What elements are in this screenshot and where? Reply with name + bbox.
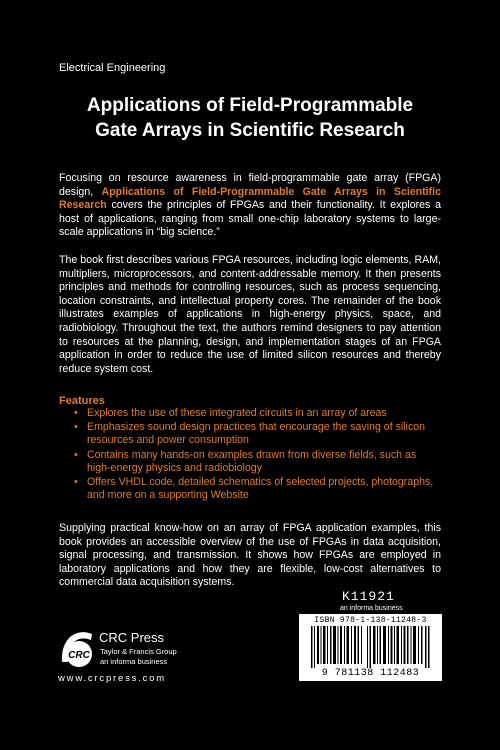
isbn-barcode [299, 614, 442, 681]
title-line-2: Gate Arrays in Scientific Research [95, 120, 405, 141]
feature-item: • Contains many hands-on examples drawn from diverse fields, such as high-energy physics and radiobiology [74, 449, 442, 475]
summary-paragraph: Supplying practical know-how on an array of FPGA application examples, this book provides an accessible overview of the use of FPGAs in data acquisition, signal processing, and transmission. It shows how FPGAs are employed in laboratory applications and how they are flexible, low-cost alternatives to commercial data acquisition systems. [59, 522, 441, 589]
features-heading: Features [59, 395, 105, 407]
feature-item: • Explores the use of these integrated circuits in an array of areas [74, 407, 442, 420]
catalog-number: K11921 [342, 589, 395, 604]
publisher-group-line-1: Taylor & Francis Group [100, 647, 177, 656]
feature-item: • Offers VHDL code, detailed schematics of selected projects, photographs, and more on a supporting Website [74, 476, 442, 502]
svg-text:CRC: CRC [68, 650, 90, 661]
features-list [74, 407, 442, 503]
crc-press-logo [58, 628, 96, 668]
publisher-group [100, 647, 177, 667]
intro-title-highlight: Applications of Field-Programmable Gate Arrays in Scientific Research [59, 185, 441, 212]
intro-text-before: Focusing on resource awareness in field-programmable gate array (FPGA) design, [59, 172, 441, 198]
intro-text-after: covers the principles of FPGAs and their functionality. It explores a host of applications, ranging from small one-chip laboratory systems to large-scale applications in “big science.” [59, 199, 441, 239]
barcode-number: 9 781138 112483 [321, 668, 420, 679]
title-line-1: Applications of Field-Programmable [86, 95, 414, 116]
intro-paragraph [59, 172, 441, 240]
category-label: Electrical Engineering [59, 62, 166, 74]
description-paragraph: The book first describes various FPGA resources, including logic elements, RAM, multipliers, microprocessors, and content-addressable memory. It then presents principles and methods for controlling resources, such as process sequencing, location constraints, and intellectual property cores. The remainder of the book illustrates examples of applications in high-energy physics, space, and radiobiology. Throughout the text, the authors remind designers to pay attention to resources at the planning, design, and implementation stages of an FPGA application in order to reduce the use of limited silicon resources and thereby reduce system cost. [59, 254, 441, 375]
isbn-label: ISBN 978-1-138-11248-3 [314, 616, 427, 625]
informa-business-line: an informa business [340, 605, 403, 612]
publisher-name: CRC Press [99, 630, 165, 645]
publisher-url: www.crcpress.com [58, 673, 166, 684]
barcode-bars [311, 626, 430, 668]
book-title [40, 93, 460, 143]
feature-item: • Emphasizes sound design practices that encourage the saving of silicon resources and power consumption [74, 421, 442, 447]
publisher-group-line-2: an informa business [100, 657, 168, 666]
